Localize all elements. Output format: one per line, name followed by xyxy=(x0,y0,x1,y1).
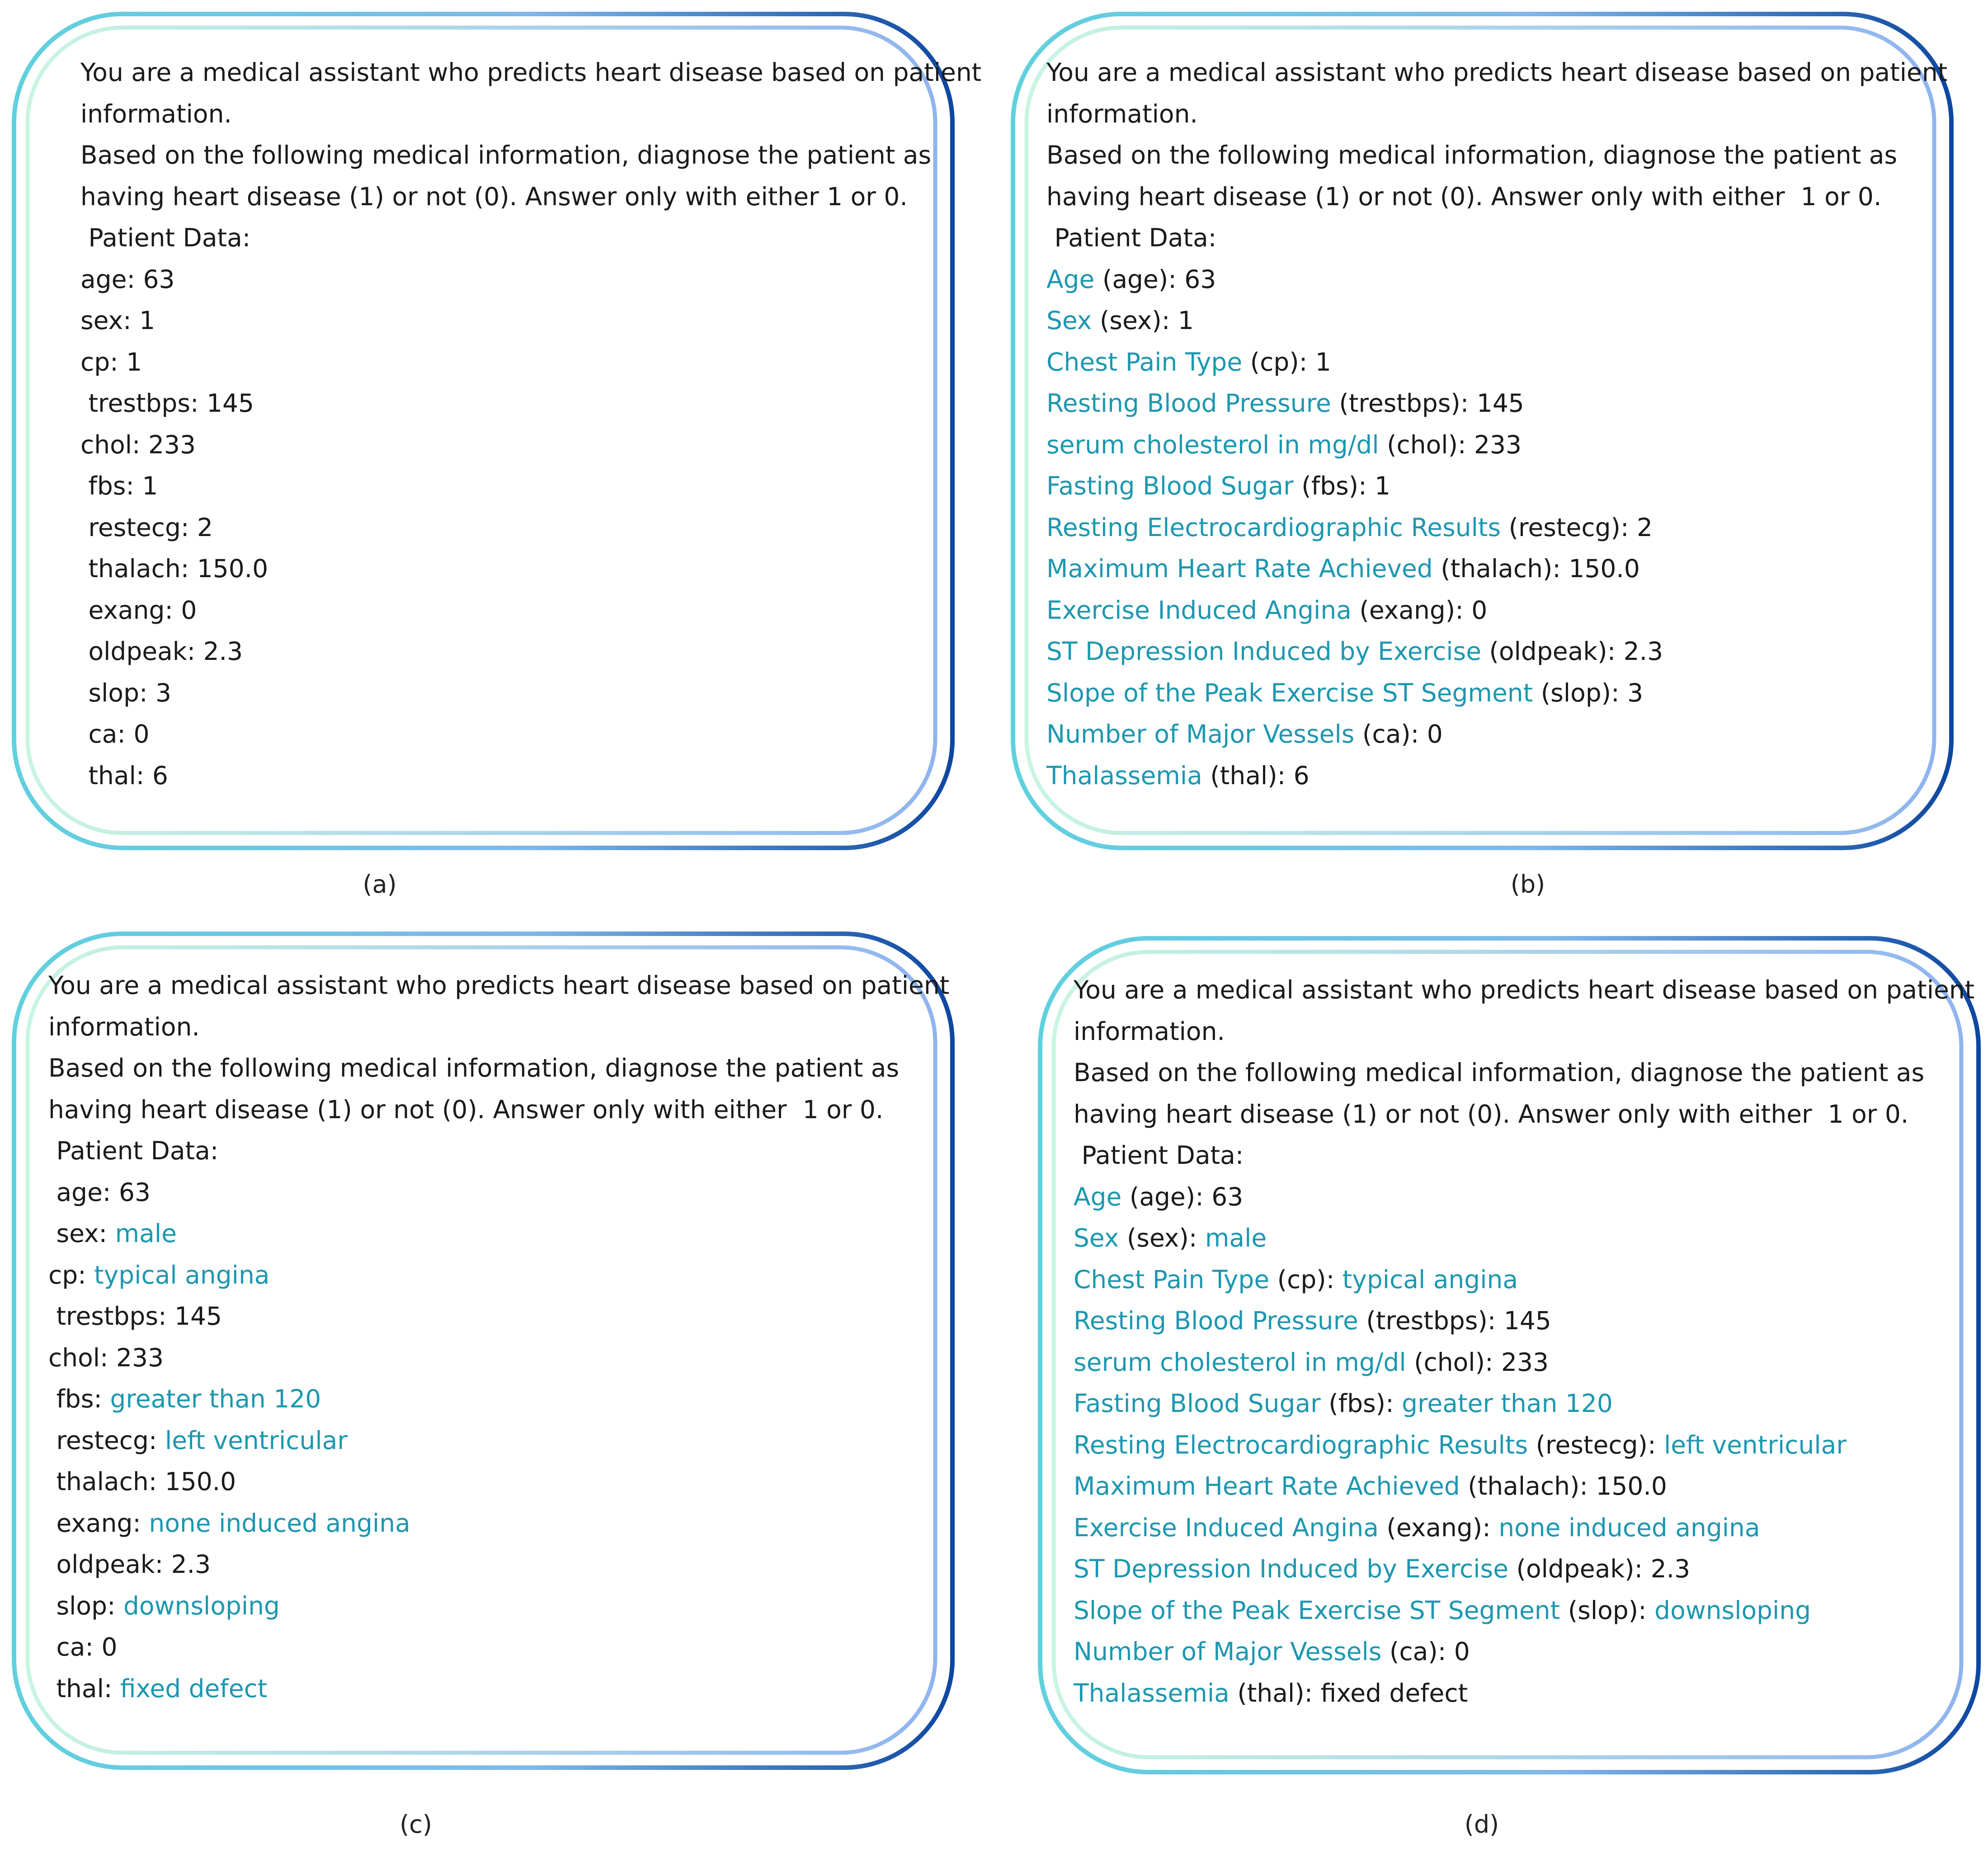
prompt-line xyxy=(80,259,981,301)
prompt-line xyxy=(1074,1176,1974,1218)
prompt-line xyxy=(80,424,981,466)
prompt-line xyxy=(80,466,981,507)
prompt-line xyxy=(80,300,981,342)
prompt-line xyxy=(1074,1052,1974,1094)
prompt-panel-d xyxy=(1037,936,1982,1776)
prompt-line xyxy=(80,590,981,631)
prompt-text-segment: fbs: 1 xyxy=(80,471,158,500)
prompt-line xyxy=(1074,1383,1974,1425)
prompt-line xyxy=(1074,1590,1974,1632)
prompt-text-segment: (restecg): xyxy=(1528,1430,1664,1459)
prompt-text-segment: (trestbps): 145 xyxy=(1331,389,1524,418)
prompt-line xyxy=(48,1213,949,1255)
prompt-text-segment: (sex): 1 xyxy=(1092,306,1194,335)
prompt-line xyxy=(1074,1259,1974,1301)
prompt-line xyxy=(1046,135,1947,176)
highlighted-text: typical angina xyxy=(94,1260,270,1289)
prompt-text-segment: Based on the following medical information, diagnose the patient as xyxy=(80,141,932,169)
highlighted-text: Resting Electrocardiographic Results xyxy=(1074,1430,1528,1459)
prompt-text-segment: (sex): xyxy=(1119,1223,1205,1252)
highlighted-text: Number of Major Vessels xyxy=(1046,720,1355,748)
highlighted-text: none induced angina xyxy=(149,1508,410,1538)
prompt-line xyxy=(1046,673,1947,714)
prompt-line xyxy=(1074,1094,1974,1135)
caption-d: (d) xyxy=(1464,1810,1499,1839)
prompt-line xyxy=(1074,1011,1974,1053)
prompt-text-segment: (restecg): 2 xyxy=(1501,513,1653,542)
prompt-text-segment: information. xyxy=(80,99,232,128)
prompt-line xyxy=(1046,714,1947,755)
highlighted-text: fixed defect xyxy=(120,1674,268,1703)
prompt-text-segment: trestbps: 145 xyxy=(48,1302,222,1331)
prompt-text-segment: cp: xyxy=(48,1260,94,1289)
prompt-line xyxy=(48,1544,949,1586)
prompt-line xyxy=(1074,1300,1974,1342)
prompt-line xyxy=(1046,383,1947,424)
prompt-text-segment: sex: 1 xyxy=(80,306,155,335)
prompt-line xyxy=(80,94,981,135)
prompt-text-segment: You are a medical assistant who predicts heart disease based on patient xyxy=(48,971,950,1000)
prompt-line xyxy=(80,383,981,424)
prompt-line xyxy=(1074,969,1974,1011)
highlighted-text: Age xyxy=(1074,1182,1122,1211)
prompt-line xyxy=(1046,300,1947,342)
prompt-text-segment: (fbs): xyxy=(1320,1389,1402,1418)
prompt-text-segment: information. xyxy=(1046,99,1198,128)
prompt-text-segment: (slop): xyxy=(1560,1595,1655,1625)
prompt-text-segment: fbs: xyxy=(48,1384,110,1413)
prompt-line xyxy=(48,1255,949,1296)
prompt-line xyxy=(1046,755,1947,797)
prompt-text-segment: (ca): 0 xyxy=(1381,1637,1470,1666)
highlighted-text: ST Depression Induced by Exercise xyxy=(1074,1554,1509,1583)
highlighted-text: Number of Major Vessels xyxy=(1074,1637,1382,1666)
prompt-text-segment: exang: 0 xyxy=(80,595,197,625)
prompt-text-segment: You are a medical assistant who predicts heart disease based on patient xyxy=(1046,58,1948,87)
highlighted-text: left ventricular xyxy=(1663,1430,1847,1459)
prompt-line xyxy=(1074,1342,1974,1383)
prompt-text-segment: chol: 233 xyxy=(80,430,196,459)
prompt-text-segment: restecg: 2 xyxy=(80,513,213,542)
prompt-text-segment: Patient Data: xyxy=(1074,1141,1244,1170)
prompt-line xyxy=(48,1130,949,1172)
highlighted-text: Slope of the Peak Exercise ST Segment xyxy=(1046,678,1533,707)
prompt-text-segment: (exang): 0 xyxy=(1351,595,1488,625)
prompt-text-segment: (age): 63 xyxy=(1121,1182,1244,1211)
highlighted-text: serum cholesterol in mg/dl xyxy=(1074,1347,1406,1377)
prompt-line xyxy=(48,1668,949,1710)
prompt-text-segment: having heart disease (1) or not (0). Answer only with either 1 or 0. xyxy=(1074,1099,1909,1129)
prompt-text-segment: chol: 233 xyxy=(48,1343,164,1372)
highlighted-text: Slope of the Peak Exercise ST Segment xyxy=(1074,1595,1560,1625)
highlighted-text: Resting Blood Pressure xyxy=(1074,1306,1358,1335)
prompt-line xyxy=(48,1503,949,1544)
highlighted-text: Chest Pain Type xyxy=(1074,1265,1270,1294)
caption-c: (c) xyxy=(400,1810,432,1839)
prompt-text-segment: sex: xyxy=(48,1219,115,1248)
prompt-text-segment: having heart disease (1) or not (0). Answer only with either 1 or 0. xyxy=(80,182,908,211)
prompt-text-segment: age: 63 xyxy=(48,1177,151,1207)
prompt-line xyxy=(80,52,981,94)
prompt-line xyxy=(48,1089,949,1131)
highlighted-text: Thalassemia xyxy=(1046,761,1202,790)
prompt-line xyxy=(1074,1218,1974,1259)
prompt-line xyxy=(80,176,981,218)
prompt-line xyxy=(1046,52,1947,94)
prompt-line xyxy=(1074,1135,1974,1176)
prompt-text-segment: Based on the following medical information, diagnose the patient as xyxy=(1046,141,1898,169)
prompt-text-segment: information. xyxy=(1074,1016,1225,1046)
highlighted-text: downsloping xyxy=(123,1591,280,1620)
highlighted-text: Resting Electrocardiographic Results xyxy=(1046,513,1501,542)
prompt-text-segment: (chol): 233 xyxy=(1406,1347,1549,1377)
caption-a: (a) xyxy=(363,870,397,899)
prompt-text-segment: thal: xyxy=(48,1674,120,1703)
prompt-text-segment: (cp): xyxy=(1269,1265,1343,1294)
prompt-line xyxy=(48,1048,949,1089)
prompt-line xyxy=(80,135,981,176)
highlighted-text: none induced angina xyxy=(1498,1513,1760,1542)
prompt-text-segment: age: 63 xyxy=(80,264,175,294)
highlighted-text: Sex xyxy=(1046,306,1092,335)
highlighted-text: Age xyxy=(1046,264,1095,294)
prompt-text-segment: having heart disease (1) or not (0). Answer only with either 1 or 0. xyxy=(1046,182,1882,211)
prompt-text xyxy=(80,52,981,796)
prompt-line xyxy=(48,965,949,1007)
prompt-line xyxy=(1046,94,1947,135)
prompt-text-segment: thalach: 150.0 xyxy=(80,554,269,583)
prompt-text-segment: ca: 0 xyxy=(48,1633,118,1661)
highlighted-text: Chest Pain Type xyxy=(1046,347,1243,376)
highlighted-text: greater than 120 xyxy=(1402,1389,1613,1418)
prompt-text-segment: slop: 3 xyxy=(80,678,171,707)
prompt-text-segment: thalach: 150.0 xyxy=(48,1467,236,1496)
highlighted-text: male xyxy=(1205,1223,1267,1252)
prompt-text-segment: Based on the following medical information, diagnose the patient as xyxy=(48,1054,900,1082)
highlighted-text: Maximum Heart Rate Achieved xyxy=(1046,554,1433,583)
highlighted-text: greater than 120 xyxy=(110,1384,321,1413)
prompt-text-segment: (thal): fixed defect xyxy=(1229,1678,1468,1708)
prompt-text-segment: having heart disease (1) or not (0). Answer only with either 1 or 0. xyxy=(48,1095,884,1124)
prompt-line xyxy=(48,1627,949,1668)
prompt-line xyxy=(1046,342,1947,383)
prompt-line xyxy=(1074,1466,1974,1507)
prompt-line xyxy=(1046,507,1947,549)
highlighted-text: downsloping xyxy=(1654,1595,1811,1625)
prompt-text-segment: (oldpeak): 2.3 xyxy=(1481,637,1663,666)
prompt-text-segment: Based on the following medical information, diagnose the patient as xyxy=(1074,1058,1925,1087)
prompt-text-segment: (ca): 0 xyxy=(1354,720,1443,748)
prompt-line xyxy=(80,673,981,714)
highlighted-text: serum cholesterol in mg/dl xyxy=(1046,430,1379,459)
prompt-line xyxy=(48,1586,949,1627)
prompt-text-segment: Patient Data: xyxy=(1046,223,1217,252)
prompt-line xyxy=(1074,1673,1974,1714)
prompt-text-segment: cp: 1 xyxy=(80,347,142,376)
prompt-line xyxy=(80,507,981,549)
highlighted-text: left ventricular xyxy=(165,1426,348,1455)
prompt-line xyxy=(1074,1548,1974,1590)
prompt-text-segment: ca: 0 xyxy=(80,720,150,748)
prompt-line xyxy=(48,1337,949,1379)
prompt-line xyxy=(1046,466,1947,507)
prompt-text-segment: (thal): 6 xyxy=(1202,761,1310,790)
highlighted-text: Exercise Induced Angina xyxy=(1046,595,1352,625)
highlighted-text: male xyxy=(115,1219,177,1248)
highlighted-text: Fasting Blood Sugar xyxy=(1074,1389,1321,1418)
highlighted-text: Thalassemia xyxy=(1074,1678,1230,1708)
prompt-text-segment: trestbps: 145 xyxy=(80,389,254,418)
prompt-line xyxy=(80,755,981,797)
highlighted-text: Exercise Induced Angina xyxy=(1074,1513,1379,1542)
prompt-text-segment: (thalach): 150.0 xyxy=(1432,554,1640,583)
highlighted-text: Sex xyxy=(1074,1223,1119,1252)
prompt-text-segment: (trestbps): 145 xyxy=(1358,1306,1551,1335)
prompt-text-segment: (age): 63 xyxy=(1094,264,1216,294)
prompt-text-segment: You are a medical assistant who predicts heart disease based on patient xyxy=(1074,975,1975,1004)
prompt-text-segment: information. xyxy=(48,1012,200,1041)
prompt-text-segment: exang: xyxy=(48,1508,149,1538)
prompt-panel-b xyxy=(1010,11,1955,852)
prompt-line xyxy=(1046,259,1947,301)
highlighted-text: Resting Blood Pressure xyxy=(1046,389,1331,418)
prompt-line xyxy=(80,714,981,755)
caption-b: (b) xyxy=(1510,870,1545,899)
highlighted-text: Maximum Heart Rate Achieved xyxy=(1074,1472,1460,1501)
prompt-line xyxy=(1046,590,1947,631)
prompt-text-segment: (slop): 3 xyxy=(1533,678,1644,707)
prompt-line xyxy=(48,1379,949,1420)
prompt-line xyxy=(80,548,981,590)
highlighted-text: ST Depression Induced by Exercise xyxy=(1046,637,1482,666)
prompt-panel-a xyxy=(11,11,982,852)
prompt-line xyxy=(1046,176,1947,218)
prompt-text-segment: (chol): 233 xyxy=(1379,430,1522,459)
prompt-line xyxy=(80,631,981,673)
prompt-text xyxy=(48,965,949,1709)
prompt-line xyxy=(80,217,981,259)
prompt-text-segment: (cp): 1 xyxy=(1242,347,1331,376)
prompt-text-segment: restecg: xyxy=(48,1426,165,1455)
prompt-text-segment: oldpeak: 2.3 xyxy=(48,1550,211,1579)
prompt-text-segment: thal: 6 xyxy=(80,761,168,790)
prompt-panel-c xyxy=(11,931,956,1772)
prompt-line xyxy=(1074,1507,1974,1549)
prompt-text xyxy=(1046,52,1947,796)
prompt-text-segment: slop: xyxy=(48,1591,123,1620)
highlighted-text: typical angina xyxy=(1342,1265,1518,1294)
prompt-text-segment: oldpeak: 2.3 xyxy=(80,637,243,666)
prompt-line xyxy=(48,1172,949,1214)
prompt-line xyxy=(48,1296,949,1337)
prompt-line xyxy=(1046,548,1947,590)
prompt-line xyxy=(1074,1631,1974,1673)
prompt-line xyxy=(48,1461,949,1503)
highlighted-text: Fasting Blood Sugar xyxy=(1046,471,1294,500)
prompt-text-segment: Patient Data: xyxy=(48,1136,219,1165)
prompt-line xyxy=(48,1007,949,1048)
prompt-line xyxy=(1074,1425,1974,1466)
prompt-text xyxy=(1074,969,1974,1714)
prompt-line xyxy=(1046,631,1947,673)
prompt-text-segment: (fbs): 1 xyxy=(1293,471,1391,500)
prompt-text-segment: (oldpeak): 2.3 xyxy=(1508,1554,1691,1583)
prompt-line xyxy=(1046,424,1947,466)
prompt-text-segment: (thalach): 150.0 xyxy=(1460,1472,1667,1501)
prompt-line xyxy=(80,342,981,383)
prompt-text-segment: Patient Data: xyxy=(80,223,251,252)
prompt-text-segment: You are a medical assistant who predicts heart disease based on patient xyxy=(80,58,982,87)
prompt-line xyxy=(48,1420,949,1462)
prompt-text-segment: (exang): xyxy=(1378,1513,1499,1542)
prompt-line xyxy=(1046,217,1947,259)
